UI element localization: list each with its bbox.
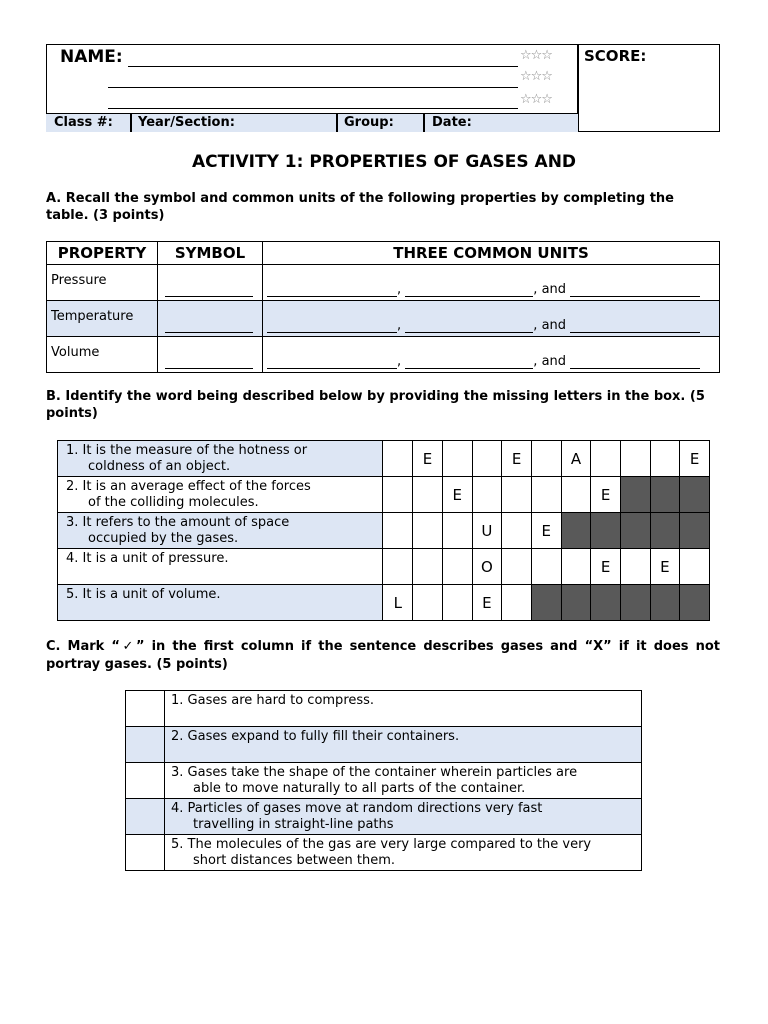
letter-cell-given: E: [472, 585, 502, 621]
statement-text: 2. Gases expand to fully fill their containers.: [165, 727, 642, 763]
score-label: SCORE:: [584, 47, 647, 65]
part-a-instruction: A. Recall the symbol and common units of the following properties by completing the table. (3 points): [46, 191, 674, 223]
letter-cell-blank[interactable]: [383, 513, 413, 549]
statement-text: 3. Gases take the shape of the container wherein particles are able to move naturally to all parts of the container.: [165, 763, 642, 799]
letter-cell-blank[interactable]: [472, 441, 502, 477]
statement-text: 1. Gases are hard to compress.: [165, 691, 642, 727]
blocked-cell: [621, 585, 651, 621]
letter-cell-blank[interactable]: [383, 477, 413, 513]
letter-cell-blank[interactable]: [531, 477, 561, 513]
header-symbol: SYMBOL: [158, 242, 263, 265]
letter-cell-blank[interactable]: [442, 513, 472, 549]
header-property: PROPERTY: [47, 242, 158, 265]
date-label: Date:: [432, 115, 472, 130]
name-line-1[interactable]: [128, 66, 518, 67]
letter-cell-given: L: [383, 585, 413, 621]
mark-cell[interactable]: [126, 691, 165, 727]
letter-cell-blank[interactable]: [383, 441, 413, 477]
puzzle-clue: 3. It refers to the amount of space occupied by the gases.: [58, 513, 383, 549]
blocked-cell: [561, 513, 591, 549]
statement-row: [126, 835, 642, 871]
letter-cell-given: O: [472, 549, 502, 585]
header-units: THREE COMMON UNITS: [263, 242, 720, 265]
statement-row: [126, 763, 642, 799]
letter-cell-given: E: [502, 441, 532, 477]
letter-cell-blank[interactable]: [442, 441, 472, 477]
letter-cell-blank[interactable]: [413, 585, 443, 621]
letter-cell-given: U: [472, 513, 502, 549]
letter-cell-blank[interactable]: [442, 549, 472, 585]
puzzle-clue: 4. It is a unit of pressure.: [58, 549, 383, 585]
letter-cell-blank[interactable]: [502, 513, 532, 549]
puzzle-clue: 5. It is a unit of volume.: [58, 585, 383, 621]
blocked-cell: [591, 513, 621, 549]
statement-text: 4. Particles of gases move at random directions very fast travelling in straight-line paths: [165, 799, 642, 835]
puzzle-row: [58, 513, 710, 549]
mark-cell[interactable]: [126, 799, 165, 835]
letter-cell-blank[interactable]: [621, 549, 651, 585]
letter-cell-blank[interactable]: [531, 441, 561, 477]
info-row: [46, 113, 578, 132]
divider: [130, 113, 132, 132]
blocked-cell: [680, 477, 710, 513]
blocked-cell: [561, 585, 591, 621]
group-label: Group:: [344, 115, 394, 130]
mark-cell[interactable]: [126, 763, 165, 799]
letter-cell-given: E: [591, 549, 621, 585]
part-b-instruction: B. Identify the word being described below by providing the missing letters in the box. (5 points): [46, 389, 705, 421]
puzzle-clue: 2. It is an average effect of the forces of the colliding molecules.: [58, 477, 383, 513]
blocked-cell: [621, 513, 651, 549]
letter-cell-blank[interactable]: [413, 513, 443, 549]
statement-row: [126, 691, 642, 727]
statement-row: [126, 799, 642, 835]
blocked-cell: [591, 585, 621, 621]
class-label: Class #:: [54, 115, 113, 130]
statement-row: [126, 727, 642, 763]
letter-cell-given: E: [680, 441, 710, 477]
letter-cell-blank[interactable]: [413, 549, 443, 585]
property-volume: Volume: [47, 337, 158, 373]
letter-cell-given: E: [531, 513, 561, 549]
letter-cell-blank[interactable]: [561, 477, 591, 513]
letter-cell-blank[interactable]: [561, 549, 591, 585]
year-section-label: Year/Section:: [138, 115, 235, 130]
name-line-3[interactable]: [108, 108, 518, 109]
star-rating-icon: ☆☆☆: [520, 69, 552, 84]
property-pressure: Pressure: [47, 265, 158, 301]
statement-text: 5. The molecules of the gas are very large compared to the very short distances between them.: [165, 835, 642, 871]
blocked-cell: [680, 513, 710, 549]
symbol-blank[interactable]: [158, 301, 263, 337]
part-c-instruction: C. Mark “✓” in the first column if the sentence describes gases and “X” if it does not portray gases. (5 points): [46, 639, 720, 672]
letter-cell-blank[interactable]: [472, 477, 502, 513]
letter-cell-blank[interactable]: [680, 549, 710, 585]
mark-cell[interactable]: [126, 727, 165, 763]
puzzle-clue: 1. It is the measure of the hotness or coldness of an object.: [58, 441, 383, 477]
letter-cell-blank[interactable]: [502, 549, 532, 585]
letter-cell-blank[interactable]: [621, 441, 651, 477]
star-rating-icon: ☆☆☆: [520, 48, 552, 63]
units-blank[interactable]: , , and: [263, 301, 720, 337]
letter-cell-blank[interactable]: [383, 549, 413, 585]
blocked-cell: [650, 585, 680, 621]
symbol-blank[interactable]: [158, 337, 263, 373]
blocked-cell: [650, 477, 680, 513]
puzzle-row: [58, 549, 710, 585]
letter-cell-blank[interactable]: [531, 549, 561, 585]
letter-cell-given: E: [650, 549, 680, 585]
divider: [336, 113, 338, 132]
divider: [423, 113, 425, 132]
blocked-cell: [680, 585, 710, 621]
letter-cell-given: E: [591, 477, 621, 513]
letter-cell-blank[interactable]: [502, 585, 532, 621]
letter-cell-blank[interactable]: [502, 477, 532, 513]
puzzle-row: [58, 441, 710, 477]
blocked-cell: [650, 513, 680, 549]
units-blank[interactable]: , , and: [263, 337, 720, 373]
name-line-2[interactable]: [108, 87, 518, 88]
page-title: ACTIVITY 1: PROPERTIES OF GASES AND: [191, 152, 577, 172]
symbol-blank[interactable]: [158, 265, 263, 301]
property-temperature: Temperature: [47, 301, 158, 337]
letter-cell-given: E: [413, 441, 443, 477]
letter-cell-blank[interactable]: [442, 585, 472, 621]
units-blank[interactable]: , , and: [263, 265, 720, 301]
letter-cell-given: E: [442, 477, 472, 513]
letter-cell-blank[interactable]: [413, 477, 443, 513]
letter-cell-blank[interactable]: [650, 441, 680, 477]
word-puzzle-table: [57, 440, 710, 621]
puzzle-row: [58, 477, 710, 513]
mark-cell[interactable]: [126, 835, 165, 871]
puzzle-row: [58, 585, 710, 621]
blocked-cell: [621, 477, 651, 513]
properties-table: [46, 241, 720, 373]
letter-cell-given: A: [561, 441, 591, 477]
blocked-cell: [531, 585, 561, 621]
star-rating-icon: ☆☆☆: [520, 92, 552, 107]
letter-cell-blank[interactable]: [591, 441, 621, 477]
name-label: NAME:: [60, 47, 123, 67]
gas-statements-table: [125, 690, 642, 871]
